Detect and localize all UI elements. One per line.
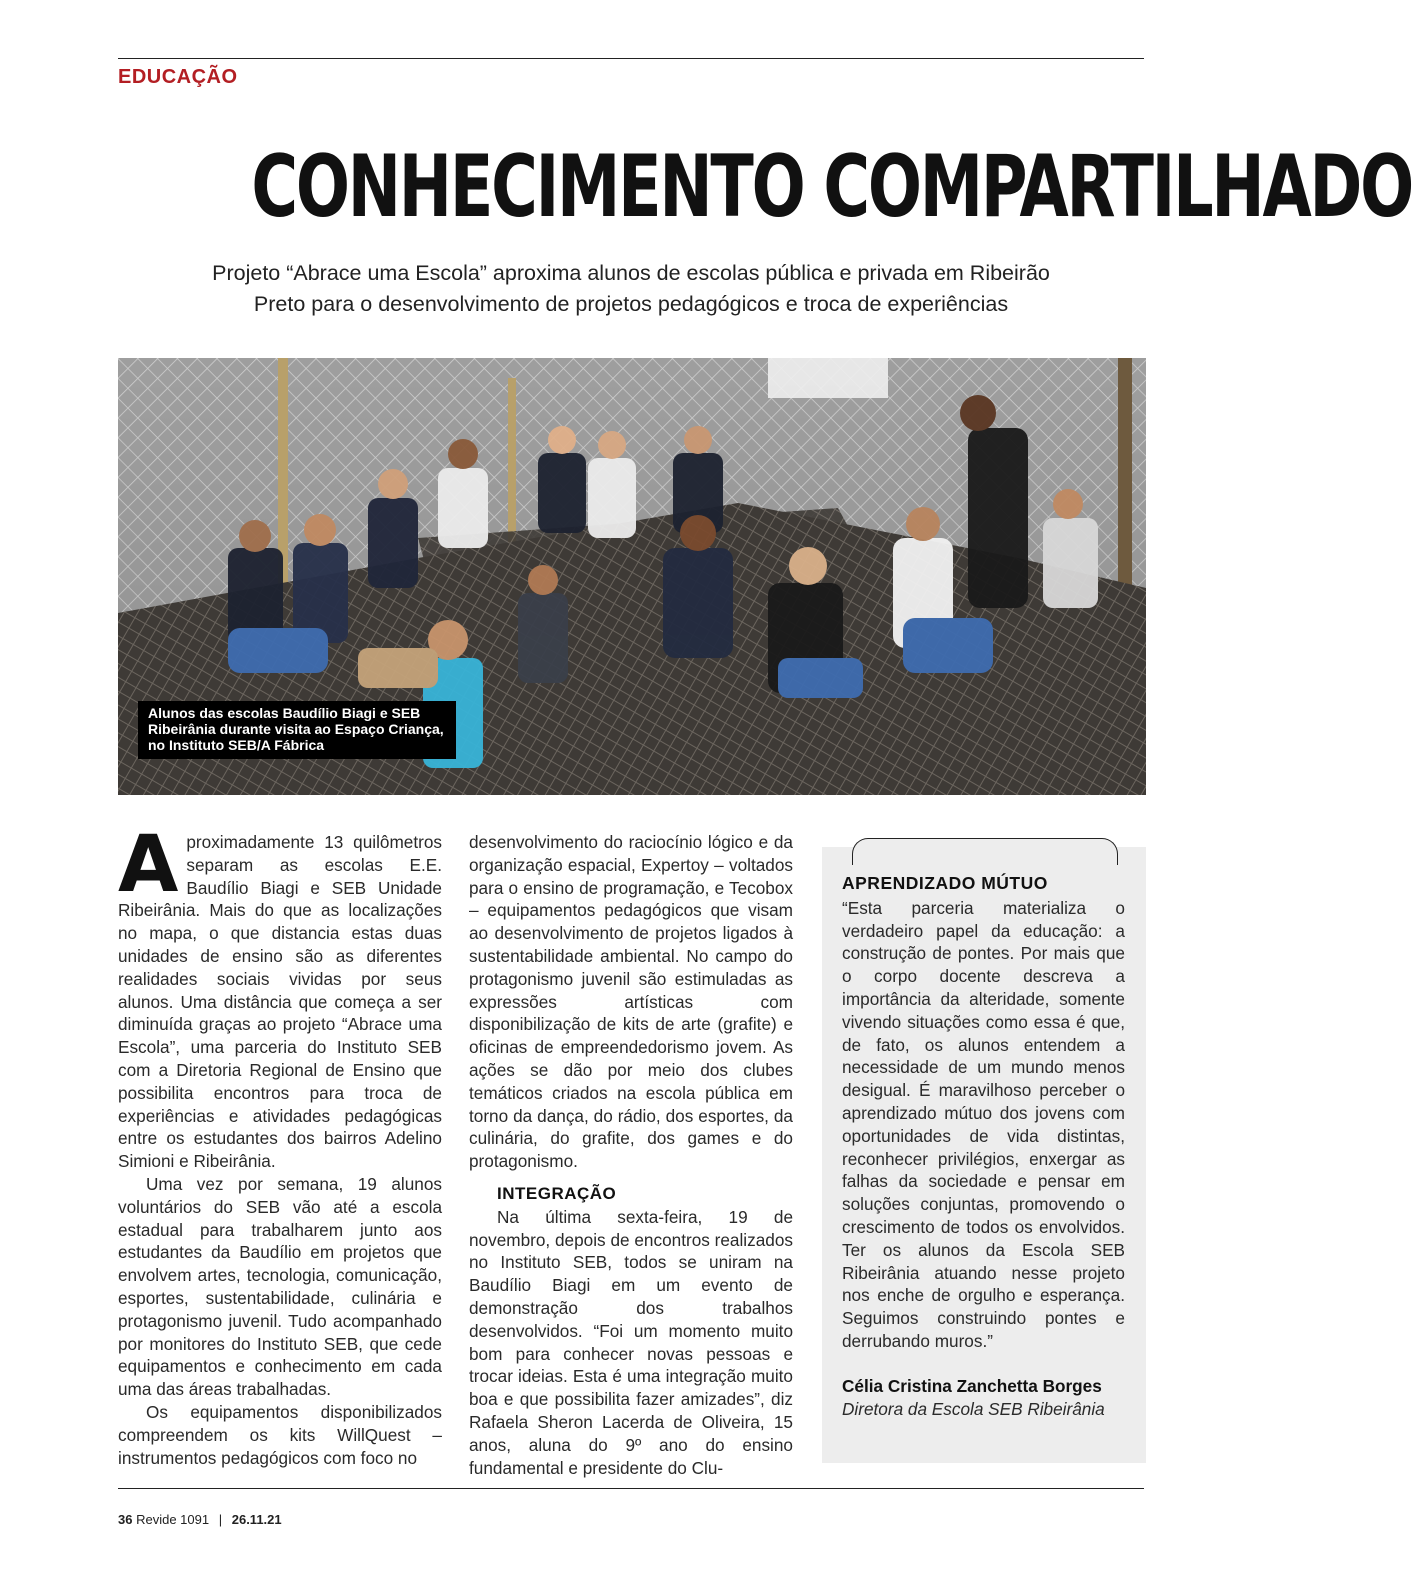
paragraph-text: proximadamente 13 quilômetros separam as escolas E.E. Baudílio Biagi e SEB Unidade Ribeirânia. Mais do que as localizações no mapa, o que distancia estas duas unidades de ensino são as diferentes realidades sociais vividas por seus alunos. Uma distância que começa a ser diminuída graças ao projeto “Abrace uma Escola”, uma parceria do Instituto SEB com a Diretoria Regional de Ensino que possibilita encontros para troca de experiências e atividades pedagógicas entre os estudantes dos bairros Adelino Simioni e Ribeirânia. — [118, 832, 442, 1172]
paragraph: desenvolvimento do raciocínio lógico e da organização espacial, Expertoy – voltados para o ensino de programação, e Tecobox – equipamentos pedagógicos que visam ao desenvolvimento de projetos ligados à sustentabilidade ambiental. No campo do protagonismo juvenil são estimuladas as expressões artísticas com disponibilização de kits de arte (grafite) e oficinas de empreendedorismo jovem. As ações se dão por meio dos clubes temáticos criados na escola pública em torno da dança, do rádio, dos esportes, da culinária, do grafite, dos games e do protagonismo. — [469, 832, 793, 1172]
article-subtitle — [118, 258, 1144, 320]
footer-separator: | — [218, 1512, 223, 1527]
sidebar-tab — [852, 838, 1118, 865]
paragraph: Na última sexta-feira, 19 de novembro, depois de encontros realizados no Instituto SEB, todos se uniram na Baudílio Biagi em um evento de demonstração dos trabalhos desenvolvidos. “Foi um momento muito bom para conhecer novas pessoas e trocar ideias. Esta é uma integração muito boa e que possibilita fazer amizades”, diz Rafaela Sheron Lacerda de Oliveira, 15 anos, aluna do 9º ano do ensino fundamental e presidente do Clu- — [469, 1206, 793, 1478]
paragraph: Os equipamentos disponibilizados compreendem os kits WillQuest – instrumentos pedagógicos com foco no — [118, 1401, 442, 1468]
article-title: CONHECIMENTO COMPARTILHADO — [251, 137, 1412, 237]
page-number: 36 — [118, 1512, 133, 1527]
bottom-rule — [118, 1488, 1144, 1489]
page-footer — [118, 1512, 282, 1527]
sidebar-title: APRENDIZADO MÚTUO — [842, 873, 1048, 893]
sidebar-author: Célia Cristina Zanchetta Borges — [842, 1375, 1102, 1396]
subtitle-line-2: Preto para o desenvolvimento de projetos pedagógicos e troca de experiências — [253, 292, 1009, 316]
section-subhead: INTEGRAÇÃO — [497, 1183, 617, 1203]
article-column-1 — [118, 820, 442, 1469]
top-rule — [118, 58, 1144, 59]
headline-container — [118, 137, 1412, 244]
paragraph: Uma vez por semana, 19 alunos voluntários do SEB vão até a escola estadual para trabalharem junto aos estudantes da Baudílio em projetos que envolvem artes, tecnologia, comunicação, esportes, sustentabilidade, culinária e protagonismo juvenil. Tudo acompanhado por monitores do Instituto SEB, que cede equipamentos e conhecimento em cada uma das áreas trabalhadas. — [118, 1173, 442, 1400]
sidebar-author-role: Diretora da Escola SEB Ribeirânia — [842, 1398, 1105, 1419]
drop-cap: A — [118, 820, 179, 910]
sidebar-content — [842, 872, 1125, 1420]
sidebar-quote: “Esta parceria materializa o verdadeiro papel da educação: a construção de pontes. Por mais que o corpo docente descreva a importância da alteridade, somente vivendo situações como essa é que, de fato, os alunos entendem a necessidade de um mundo menos desigual. É maravilhoso perceber o aprendizado mútuo dos jovens com oportunidades de vida distintas, reconhecer privilégios, enxergar as falhas da sociedade e pensar em soluções conjuntas, promovendo o crescimento de todos os envolvidos. Ter os alunos da Escola SEB Ribeirânia atuando nesse projeto nos enche de orgulho e esperança. Seguimos construindo pontes e derrubando muros.” — [842, 897, 1125, 1351]
section-tag: EDUCAÇÃO — [118, 66, 238, 88]
subtitle-line-1: Projeto “Abrace uma Escola” aproxima alunos de escolas pública e privada em Ribeirão — [212, 261, 1050, 285]
issue-date: 26.11.21 — [231, 1512, 282, 1527]
paragraph — [118, 820, 442, 1173]
article-column-2 — [469, 831, 793, 1479]
photo-caption: Alunos das escolas Baudílio Biagi e SEB Ribeirânia durante visita ao Espaço Criança, no Instituto SEB/A Fábrica — [138, 701, 456, 759]
publication-name: Revide 1091 — [136, 1512, 210, 1527]
